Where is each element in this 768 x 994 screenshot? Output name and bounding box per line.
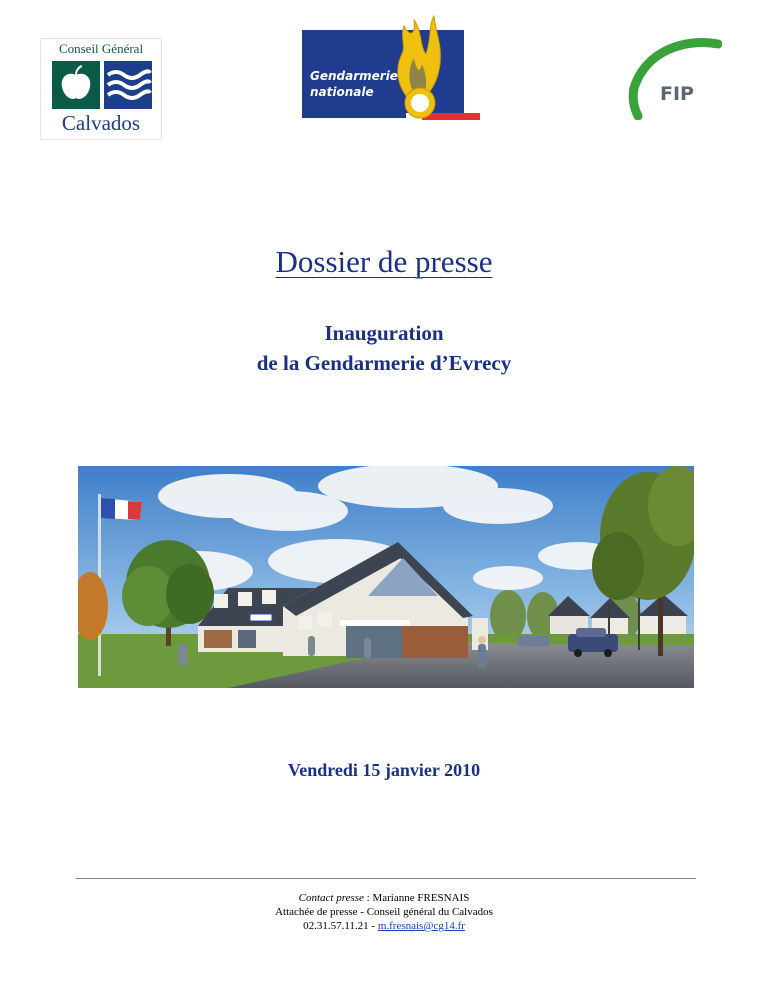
contact-line-3 [0,919,768,933]
event-date: Vendredi 15 janvier 2010 [287,760,481,780]
document-subtitle [0,318,768,378]
contact-dash: - [368,920,378,932]
contact-role: Attachée de presse - Conseil général du Calvados [275,906,493,918]
contact-separator: : [363,892,373,904]
contact-name: Marianne FRESNAIS [372,892,470,904]
gendarmerie-nationale-logo [302,8,482,120]
logo-name: Calvados [61,111,141,135]
gendarmerie-line2: nationale [310,85,374,99]
footer-divider [76,878,696,879]
gendarmerie-building-image [78,466,694,688]
fip-text: FIP [660,83,694,105]
fip-logo [626,36,722,120]
contact-line-1 [0,891,768,905]
subtitle-line-1: Inauguration [324,321,444,345]
contact-email-link[interactable]: m.fresnais@cg14.fr [377,920,465,932]
contact-label: Contact presse [298,892,364,904]
conseil-general-calvados-logo [40,38,162,140]
contact-block [0,891,768,933]
logo-title: Conseil Général [58,41,144,56]
subtitle-line-2: de la Gendarmerie d’Evrecy [256,351,512,375]
document-title: Dossier de presse [275,244,493,279]
gendarmerie-line1: Gendarmerie [310,69,398,83]
apple-and-waves-icon [52,61,152,109]
contact-phone: 02.31.57.11.21 [303,920,369,932]
